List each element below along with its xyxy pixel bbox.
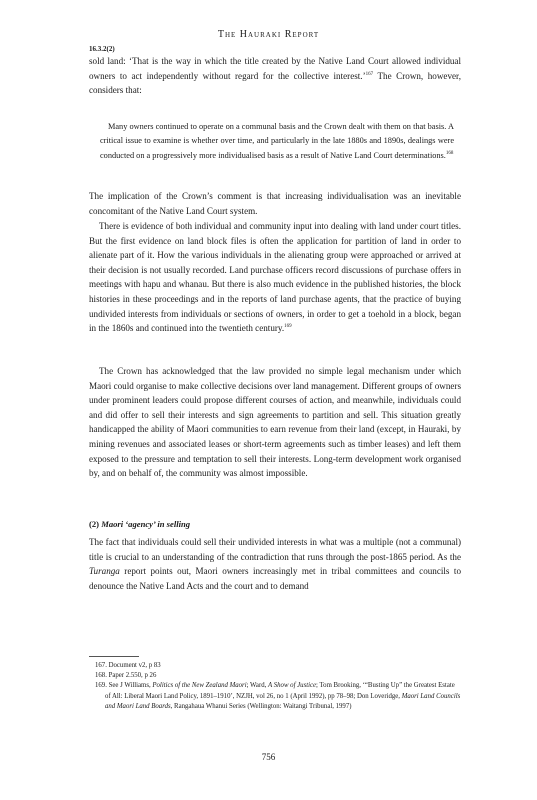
paragraph-5-text-a: The fact that individuals could sell their undivided interests in what was a multiple (not a communal) title is crucial to an understanding of the contradiction that runs through the post-1865 period. As the — [89, 537, 461, 562]
subsection-heading — [89, 519, 190, 529]
paragraph-1 — [89, 54, 461, 98]
paragraph-2 — [89, 189, 461, 218]
paragraph-4-text: The Crown has acknowledged that the law provided no simple legal mechanism under which Maori could organise to make collective decisions over land management. Different groups of owners under prominent leaders could propose different courses of action, and meanwhile, individuals could and did offer to sell their interests and sign agreements to partition and sell. This situation greatly handicapped the ability of Maori communities to earn revenue from their land (except, in Hauraki, by mining revenues and associated leases or short-term agreements such as timber leases) and left them exposed to the pressure and temptation to sell their interests. Long-term development work organised by, and on behalf of, the community was almost impossible. — [89, 366, 461, 479]
section-number: 16.3.2(2) — [89, 45, 115, 53]
paragraph-3-text: There is evidence of both individual and community input into dealing with land under court titles. But the first evidence on land block files is often the application for partition of land in order to alienate part of it. How the various individuals in the alienating group were approached or arrived at their decision is not usually recorded. Land purchase officers record discussions of purchase offers in meetings with hapu and whanau. But there is also much evidence in the published histories, the block histories in these proceedings and in the reports of land purchase agents, that the practice of buying undivided interests from individuals or sections of owners, in order to get a toehold in a block, began in the 1860s and continued into the twentieth century. — [89, 221, 461, 334]
footnote-169-f: Maori Land Councils and Maori Land Boards — [105, 692, 461, 710]
footnote-169 — [89, 681, 461, 712]
footnote-169-a: 169. See J Williams, — [95, 682, 153, 690]
paragraph-1-text: sold land: ‘That is the way in which the title created by the Native Land Court allowed individual owners to act independently without regard for the collective interest.’ — [89, 56, 461, 81]
paragraph-1-tail: The Crown, however, considers that: — [89, 70, 461, 96]
subsection-title: Maori ‘agency’ in selling — [101, 519, 191, 529]
paragraph-2-text: The implication of the Crown’s comment is that increasing individualisation was an inevitable concomitant of the Native Land Court system. — [89, 191, 461, 216]
running-header: The Hauraki Report — [217, 29, 320, 40]
footnote-ref-167[interactable]: 167 — [365, 71, 374, 77]
footnote-169-e: ; Tom Brooking, ‘“Busting Up” the Greatest Estate of All: Liberal Maori Land Policy, 1891–1910’, NZJH, vol 26, no 1 (April 1992), pp 78–98; Don Loveridge, — [105, 682, 455, 700]
block-quote — [100, 120, 454, 163]
footnote-169-c: ; Ward, — [246, 682, 269, 690]
footnote-169-d: A Show of Justice — [268, 682, 317, 690]
footnote-169-g: , Rangahaua Whanui Series (Wellington: Waitangi Tribunal, 1997) — [170, 702, 352, 710]
paragraph-5-text-b: report points out, Maori owners increasingly met in tribal committees and councils to denounce the Native Land Acts and the court and to demand — [89, 566, 461, 591]
subsection-number: (2) — [89, 519, 100, 529]
paragraph-5 — [89, 535, 461, 593]
footnotes — [89, 661, 461, 712]
footnote-168: 168. Paper 2.550, p 26 — [95, 672, 157, 680]
paragraph-3 — [89, 219, 461, 336]
paragraph-4 — [89, 364, 461, 481]
block-quote-text: Many owners continued to operate on a communal basis and the Crown dealt with them on that basis. A critical issue to examine is whether over time, and particularly in the late 1880s and 1890s, dealings were conducted on a progressively more individualised basis as a result of Native Land Court determinations. — [100, 122, 454, 160]
footnote-ref-169[interactable]: 169 — [284, 324, 292, 330]
footnote-divider — [89, 656, 139, 657]
footnote-169-b: Politics of the New Zealand Maori — [152, 682, 247, 690]
paragraph-5-italic: Turanga — [89, 566, 120, 577]
page-number: 756 — [261, 752, 276, 762]
footnote-ref-168[interactable]: 168 — [445, 150, 454, 156]
footnote-167: 167. Document v2, p 83 — [95, 662, 161, 669]
